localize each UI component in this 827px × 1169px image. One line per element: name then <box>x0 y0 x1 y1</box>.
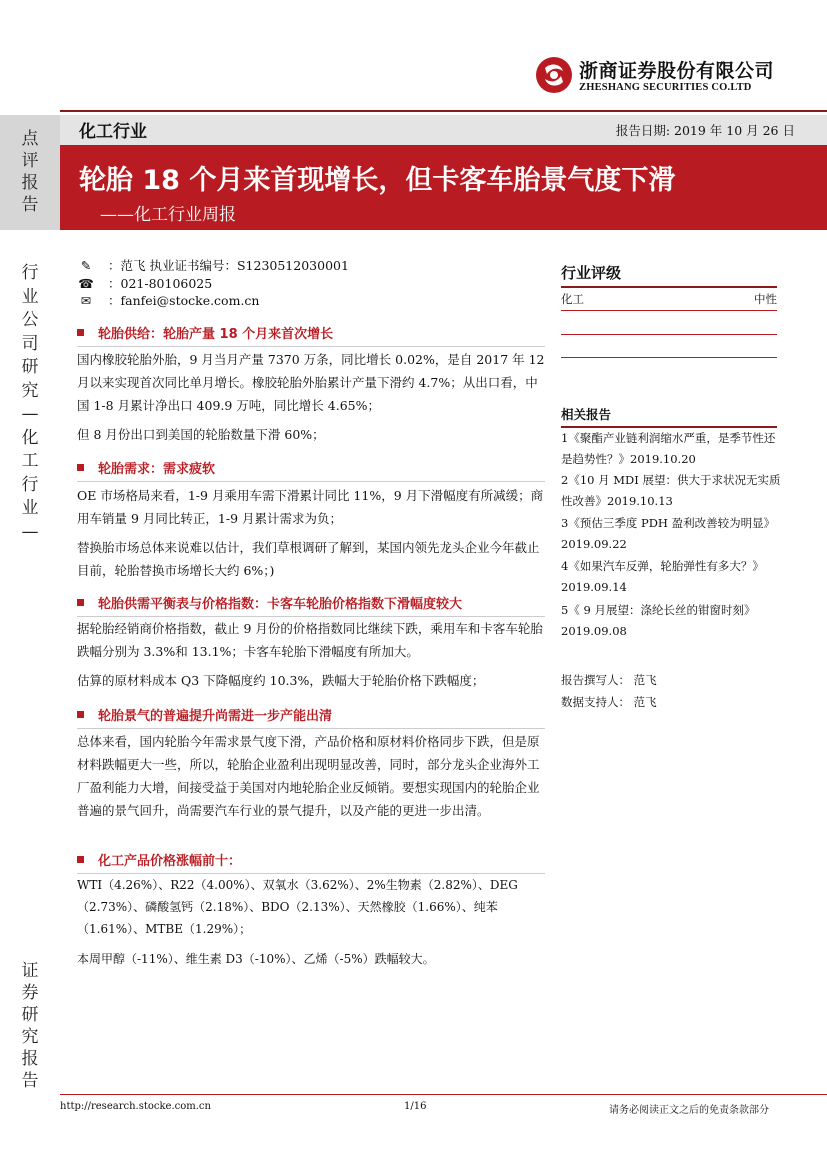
paragraph: 替换胎市场总体来说难以估计，我们草根调研了解到，某国内领先龙头企业今年截止目前，轮胎替换市场增长大约 6%；) <box>77 540 540 578</box>
bullet-square-icon <box>77 599 84 606</box>
sidebar-char: 公 <box>21 310 39 330</box>
section-heading <box>77 593 545 617</box>
sidebar-research-type <box>0 262 60 544</box>
data-support: 数据支持人： 范飞 <box>561 695 657 709</box>
sidebar-char: 评 <box>21 151 39 171</box>
related-report-item[interactable]: 2《10 月 MDI 展望：供大于求状况无实质性改善》2019.10.13 <box>561 473 781 508</box>
sidebar-char: 告 <box>21 1071 39 1091</box>
sidebar-char: 点 <box>21 129 39 149</box>
page-number: 1/16 <box>404 1101 427 1112</box>
sidebar-char: 业 <box>21 286 39 307</box>
report-title: 轮胎 18 个月来首现增长，但卡客车胎景气度下滑 <box>79 165 676 196</box>
sidebar-char: — <box>21 521 39 542</box>
sidebar-char: 告 <box>21 195 39 215</box>
paragraph: 本周甲醇（-11%）、维生素 D3（-10%）、乙烯（-5%）跌幅较大。 <box>77 952 435 966</box>
sidebar-char: 研 <box>21 1005 39 1025</box>
paragraph: 总体来看，国内轮胎今年需求景气度下滑，产品价格和原材料价格同步下跌，但是原材料跌幅更大一些，所以，轮胎企业盈利出现明显改善，同时，部分龙头企业海外工厂盈利能力大增，间接受益于美国对内地轮胎企业反倾销。要想实现国内的轮胎企业普遍的景气回升，尚需要汽车行业的景气提升，以及产能的更进一步出清。 <box>77 734 540 818</box>
report-date: 报告日期: 2019 年 10 月 26 日 <box>615 123 795 138</box>
bullet-square-icon <box>77 464 84 471</box>
sidebar-report-type <box>0 128 60 216</box>
bullet-square-icon <box>77 711 84 718</box>
sidebar-char: 研 <box>21 357 39 377</box>
sidebar-char: 工 <box>21 451 39 471</box>
disclaimer-note: 请务必阅读正文之后的免责条款部分 <box>609 1105 769 1116</box>
header-divider <box>60 110 827 112</box>
section-heading-text: 轮胎供给：轮胎产量 18 个月来首次增长 <box>98 327 334 342</box>
sidebar-char: — <box>21 404 39 424</box>
rating-heading: 行业评级 <box>561 262 777 288</box>
mail-icon: ✉ <box>80 293 92 308</box>
paragraph: 估算的原材料成本 Q3 下降幅度约 10.3%，跌幅大于轮胎价格下跌幅度； <box>77 673 485 688</box>
sidebar-char: 究 <box>21 1027 39 1047</box>
section-heading <box>77 458 545 482</box>
sidebar-char: 司 <box>21 333 39 354</box>
footer-url-link[interactable]: http://research.stocke.com.cn <box>60 1101 211 1112</box>
sidebar-char: 化 <box>21 427 39 448</box>
author-phone-text: ：021-80106025 <box>108 276 213 291</box>
author-name <box>78 256 349 274</box>
rating-divider <box>561 357 777 358</box>
paragraph: 国内橡胶轮胎外胎，9 月当月产量 7370 万条，同比增长 0.02%，是自 2017 年 12 月以来实现首次同比单月增长。橡胶轮胎外胎累计产量下滑约 4.7%；从出口看，中国 1-8 月累计净出口 409.9 万吨，同比增长 4.65%； <box>77 352 545 413</box>
company-logo-icon <box>535 56 573 94</box>
sidebar-char: 业 <box>21 498 39 518</box>
section-heading <box>77 323 545 347</box>
section-heading-text: 轮胎供需平衡表与价格指数：卡客车轮胎价格指数下滑幅度较大 <box>98 597 463 612</box>
footer-divider <box>60 1094 827 1095</box>
rating-row <box>561 291 777 307</box>
bullet-square-icon <box>77 329 84 336</box>
author-email-text[interactable]: ：fanfei@stocke.com.cn <box>108 293 260 308</box>
paragraph: OE 市场格局来看，1-9 月乘用车需下滑累计同比 11%，9 月下滑幅度有所减缓；商用车销量 9 月同比转正，1-9 月累计需求为负； <box>77 488 544 526</box>
sidebar-char: 行 <box>21 263 39 283</box>
sidebar-char: 究 <box>21 380 39 401</box>
report-writer: 报告撰写人： 范飞 <box>561 673 657 687</box>
section-heading-text: 轮胎景气的普遍提升尚需进一步产能出清 <box>98 709 333 724</box>
bullet-square-icon <box>77 856 84 863</box>
sidebar-char: 券 <box>21 983 39 1003</box>
related-report-item[interactable]: 4《如果汽车反弹，轮胎弹性有多大？》2019.09.14 <box>561 559 764 594</box>
sidebar-char: 证 <box>21 961 39 981</box>
section-heading-text: 轮胎需求：需求疲软 <box>98 462 216 477</box>
rating-divider <box>561 310 777 311</box>
section-heading <box>77 850 545 874</box>
rating-industry: 化工 <box>561 292 584 306</box>
sidebar-char: 报 <box>21 1049 39 1069</box>
section-heading-text: 化工产品价格涨幅前十： <box>98 854 242 869</box>
section-heading <box>77 705 545 729</box>
paragraph: 据轮胎经销商价格指数，截止 9 月份的价格指数同比继续下跌，乘用车和卡客车轮胎跌幅分别为 3.3%和 13.1%；卡客车轮胎下滑幅度有所加大。 <box>77 621 543 659</box>
author-email[interactable] <box>78 291 259 309</box>
industry-label: 化工行业 <box>79 122 147 142</box>
rating-divider <box>561 334 777 335</box>
sidebar-char: 报 <box>21 173 39 193</box>
sidebar-footer-label <box>0 960 60 1092</box>
author-name-text: ：范飞 执业证书编号：S1230512030001 <box>108 258 349 273</box>
pencil-icon: ✎ <box>80 258 92 273</box>
related-report-item[interactable]: 5《 9 月展望：涤纶长丝的钳窗时刻》2019.09.08 <box>561 603 756 638</box>
rating-value: 中性 <box>754 292 777 306</box>
sidebar-char: 行 <box>21 474 39 495</box>
paragraph: WTI（4.26%）、R22（4.00%）、双氧水（3.62%）、2%生物素（2.82%）、DEG（2.73%）、磷酸氢钙（2.18%）、BDO（2.13%）、天然橡胶（1.66%）、纯苯（1.61%）、MTBE（1.29%）； <box>77 878 518 936</box>
related-report-item[interactable]: 3《预估三季度 PDH 盈利改善较为明显》2019.09.22 <box>561 516 776 551</box>
author-phone <box>78 274 212 292</box>
phone-icon: ☎ <box>78 276 94 291</box>
related-report-item[interactable]: 1《聚酯产业链利润缩水严重，是季节性还是趋势性？》2019.10.20 <box>561 431 776 466</box>
paragraph: 但 8 月份出口到美国的轮胎数量下滑 60%； <box>77 427 325 442</box>
report-subtitle: ——化工行业周报 <box>100 205 236 225</box>
company-name-en: ZHESHANG SECURITIES CO.LTD <box>579 82 752 93</box>
company-name-cn: 浙商证券股份有限公司 <box>579 60 775 82</box>
related-reports-heading: 相关报告 <box>561 405 777 428</box>
